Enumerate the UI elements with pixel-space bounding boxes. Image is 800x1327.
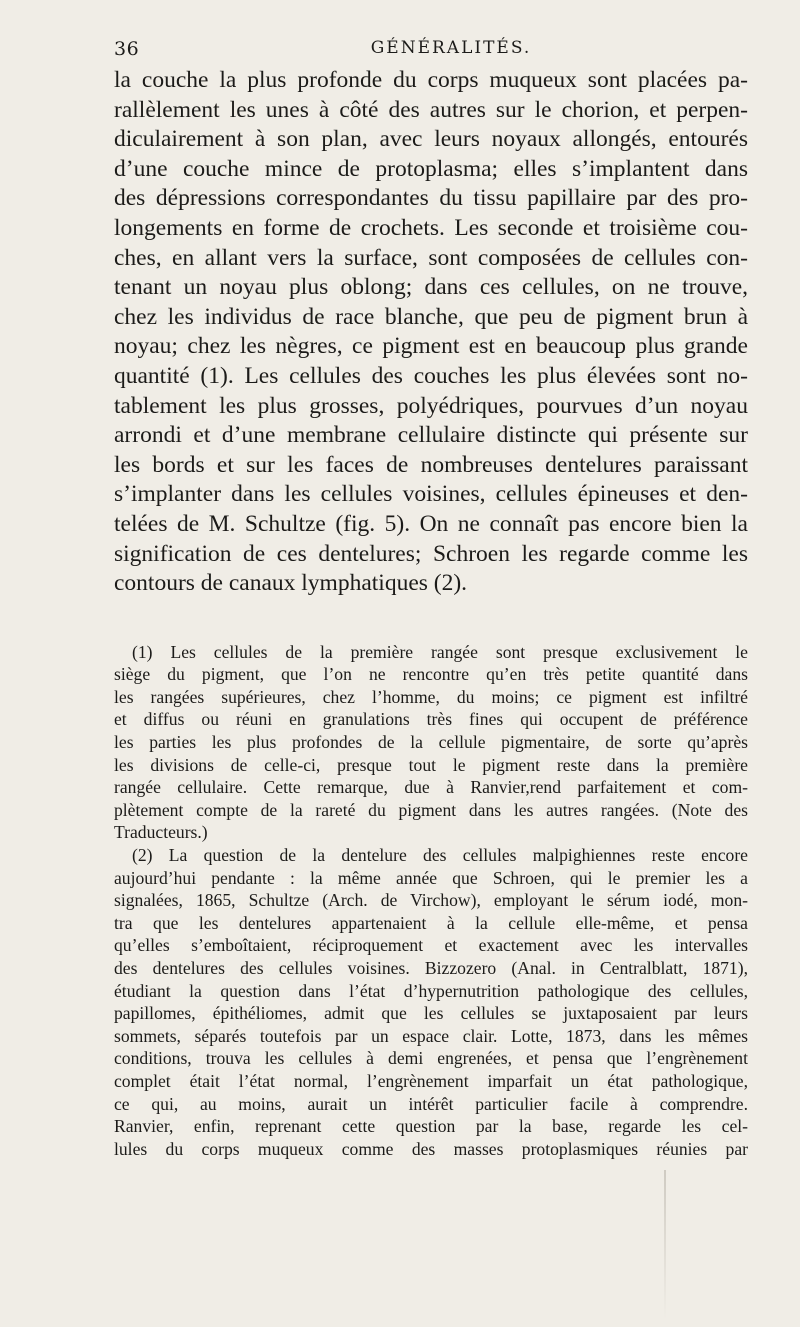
- text-line: s’implanter dans les cellules voisines, cellules épineuses et den-: [114, 481, 748, 508]
- text-line: tenant un noyau plus oblong; dans ces cellules, on ne trouve,: [114, 274, 748, 301]
- footnote-line: étudiant la question dans l’état d’hypernutrition pathologique des cellules,: [114, 980, 748, 1001]
- running-head: GÉNÉRALITÉS.: [370, 38, 532, 58]
- text-line: les bords et sur les faces de nombreuses dentelures paraissant: [114, 451, 748, 478]
- footnote-line: siège du pigment, que l’on ne rencontre qu’en très petite quantité dans: [114, 664, 748, 685]
- text-line: quantité (1). Les cellules des couches les plus élevées sont no-: [114, 362, 748, 389]
- footnote-line: (1) Les cellules de la première rangée sont presque exclusivement le: [132, 641, 748, 662]
- text-line: longements en forme de crochets. Les seconde et troisième cou-: [114, 214, 748, 241]
- footnote-line: plètement compte de la rareté du pigment dans les autres rangées. (Note des: [114, 799, 748, 820]
- text-line: rallèlement les unes à côté des autres sur le chorion, et perpen-: [114, 96, 748, 123]
- footnote-line: et diffus ou réuni en granulations très fines qui occupent de préférence: [114, 709, 748, 730]
- main-text: [114, 66, 748, 599]
- footnote-line: aujourd’hui pendante : la même année que Schroen, qui le premier les a: [114, 867, 748, 888]
- footnote-line: (2) La question de la dentelure des cellules malpighiennes reste encore: [132, 845, 748, 866]
- text-line: signification de ces dentelures; Schroen les regarde comme les: [114, 540, 748, 567]
- footnote-line: conditions, trouva les cellules à demi engrenées, et pensa que l’engrènement: [114, 1048, 748, 1069]
- text-line: noyau; chez les nègres, ce pigment est en beaucoup plus grande: [114, 333, 748, 360]
- footnote-line: signalées, 1865, Schultze (Arch. de Virchow), employant le sérum iodé, mon-: [114, 890, 748, 911]
- footnote-line: qu’elles s’emboîtaient, réciproquement et exactement avec les intervalles: [114, 935, 748, 956]
- text-line: des dépressions correspondantes du tissu papillaire par des pro-: [114, 185, 748, 212]
- footnote-line: les rangées supérieures, chez l’homme, du moins; ce pigment est infiltré: [114, 686, 748, 707]
- page-header: [114, 0, 748, 66]
- text-line: la couche la plus profonde du corps muqueux sont placées pa-: [114, 67, 748, 93]
- text-line: d’une couche mince de protoplasma; elles s’implantent dans: [114, 155, 748, 182]
- footnote-line: rangée cellulaire. Cette remarque, due à Ranvier,rend parfaitement et com-: [114, 777, 748, 798]
- footnote-line: sommets, séparés toutefois par un espace clair. Lotte, 1873, dans les mêmes: [114, 1025, 748, 1046]
- footnotes: [114, 641, 748, 1161]
- text-line: arrondi et d’une membrane cellulaire distincte qui présente sur: [114, 422, 748, 449]
- text-line: contours de canaux lymphatiques (2).: [114, 570, 468, 597]
- text-line: tablement les plus grosses, polyédriques, pourvues d’un noyau: [114, 392, 748, 419]
- text-line: diculairement à son plan, avec leurs noyaux allongés, entourés: [114, 126, 748, 153]
- text-line: chez les individus de race blanche, que peu de pigment brun à: [114, 303, 748, 330]
- text-line: telées de M. Schultze (fig. 5). On ne connaît pas encore bien la: [114, 510, 748, 537]
- footnote-line: tra que les dentelures appartenaient à la cellule elle-même, et pensa: [114, 912, 748, 933]
- footnote-1: [114, 641, 748, 844]
- show-through-mark: [664, 1170, 666, 1320]
- footnote-line: les parties les plus profondes de la cellule pigmentaire, de sorte qu’après: [114, 732, 748, 753]
- text-line: ches, en allant vers la surface, sont composées de cellules con-: [114, 244, 748, 271]
- footnote-line: Traducteurs.): [114, 822, 208, 843]
- footnote-line: papillomes, épithéliomes, admit que les cellules se juxtaposaient par leurs: [114, 1003, 748, 1024]
- footnote-line: ce qui, au moins, aurait un intérêt particulier facile à comprendre.: [114, 1093, 748, 1114]
- page-number: 36: [114, 38, 140, 60]
- footnote-line: Ranvier, enfin, reprenant cette question par la base, regarde les cel-: [114, 1116, 748, 1137]
- footnote-line: des dentelures des cellules voisines. Bizzozero (Anal. in Centralblatt, 1871),: [114, 958, 748, 978]
- footnote-line: les divisions de celle-ci, presque tout le pigment reste dans la première: [114, 754, 748, 775]
- footnote-line: complet était l’état normal, l’engrènement imparfait un état pathologique,: [114, 1070, 748, 1091]
- footnote-2: [114, 844, 748, 1160]
- footnote-line: lules du corps muqueux comme des masses protoplasmiques réunies par: [114, 1138, 748, 1159]
